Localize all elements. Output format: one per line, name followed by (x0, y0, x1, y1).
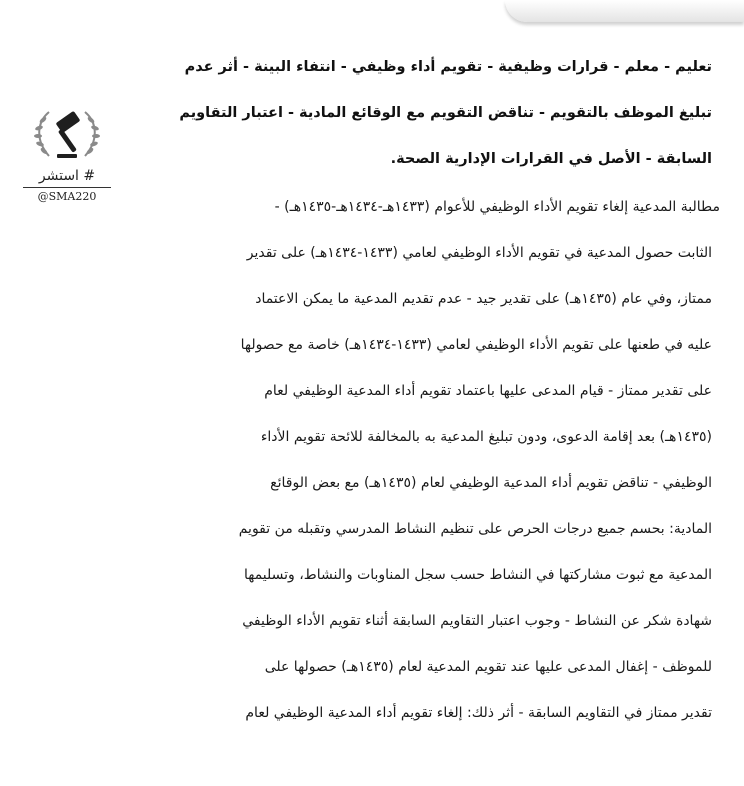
body-line: مطالبة المدعية إلغاء تقويم الأداء الوظيفي للأعوام (١٤٣٣هـ-١٤٣٤هـ-١٤٣٥هـ) - (274, 199, 720, 215)
body-text (112, 230, 712, 736)
body-line: ممتاز، وفي عام (١٤٣٥هـ) على تقدير جيد - عدم تقديم المدعية ما يمكن الاعتماد (255, 291, 712, 307)
body-line: (١٤٣٥هـ) بعد إقامة الدعوى، ودون تبليغ المدعية به بالمخالفة للائحة تقويم الأداء (260, 429, 712, 445)
body-line: للموظف - إغفال المدعى عليها عند تقويم المدعية لعام (١٤٣٥هـ) حصولها على (264, 659, 712, 675)
body-line: شهادة شكر عن النشاط - وجوب اعتبار التقاويم السابقة أثناء تقويم الأداء الوظيفي (242, 613, 712, 629)
logo-hashtag: # استشر (38, 168, 96, 184)
body-line: عليه في طعنها على تقويم الأداء الوظيفي لعامي (١٤٣٣-١٤٣٤هـ) خاصة مع حصولها (240, 337, 712, 353)
body-line: الوظيفي - تناقض تقويم أداء المدعية الوظيفي لعام (١٤٣٥هـ) مع بعض الوقائع (270, 475, 712, 491)
logo-divider (23, 187, 111, 188)
summary-line: تبليغ الموظف بالتقويم - تناقض التقويم مع الوقائع المادية - اعتبار التقاويم (179, 105, 712, 121)
summary-line: تعليم - معلم - قرارات وظيفية - تقويم أداء وظيفي - انتفاء البينة - أثر عدم (184, 59, 712, 75)
body-line: على تقدير ممتاز - قيام المدعى عليها باعتماد تقويم أداء المدعية الوظيفي لعام (264, 383, 712, 399)
summary-keywords (112, 44, 712, 182)
logo-handle: @SMA220 (37, 190, 97, 203)
body-first-line-block (120, 184, 720, 230)
body-line: تقدير ممتاز في التقاويم السابقة - أثر ذلك: إلغاء تقويم أداء المدعية الوظيفي لعام (245, 705, 712, 721)
top-tab-decoration (505, 0, 744, 22)
logo (18, 104, 116, 203)
gavel-laurel-icon (27, 104, 107, 166)
body-line: المدعية مع ثبوت مشاركتها في النشاط حسب سجل المناوبات والنشاط، وتسليمها (243, 567, 712, 583)
body-line: الثابت حصول المدعية في تقويم الأداء الوظيفي لعامي (١٤٣٣-١٤٣٤هـ) على تقدير (246, 245, 712, 261)
summary-line: السابقة - الأصل في القرارات الإدارية الصحة. (390, 151, 712, 167)
body-line: المادية: بحسم جميع درجات الحرص على تنظيم النشاط المدرسي وتقبله من تقويم (238, 521, 712, 537)
